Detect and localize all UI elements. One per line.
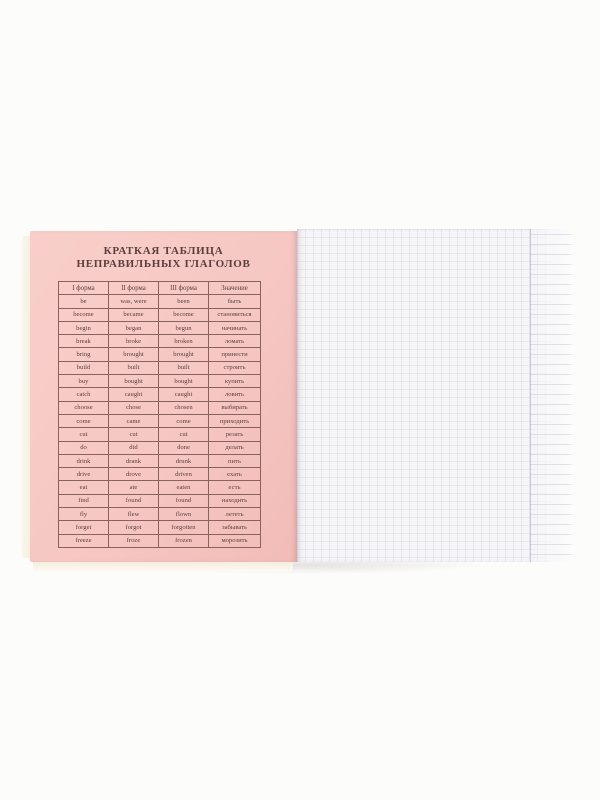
page-title-line2: НЕПРАВИЛЬНЫХ ГЛАГОЛОВ bbox=[76, 257, 251, 270]
table-cell: bought bbox=[159, 375, 209, 388]
table-cell: caught bbox=[159, 388, 209, 401]
table-cell: been bbox=[159, 295, 209, 308]
table-cell: ловить bbox=[209, 388, 261, 401]
table-cell: cut bbox=[59, 428, 109, 441]
column-header: II форма bbox=[109, 282, 159, 295]
table-row bbox=[59, 534, 261, 547]
table-cell: done bbox=[159, 441, 209, 454]
table-cell: forgot bbox=[109, 521, 159, 534]
column-header: Значение bbox=[209, 282, 261, 295]
table-cell: купить bbox=[209, 375, 261, 388]
column-header: I форма bbox=[59, 282, 109, 295]
table-row bbox=[59, 508, 261, 521]
table-cell: built bbox=[159, 361, 209, 374]
table-row bbox=[59, 295, 261, 308]
table-cell: находить bbox=[209, 494, 261, 507]
table-cell: begin bbox=[59, 321, 109, 334]
table-row bbox=[59, 308, 261, 321]
table-cell: ехать bbox=[209, 468, 261, 481]
table-cell: froze bbox=[109, 534, 159, 547]
table-cell: приходить bbox=[209, 414, 261, 427]
table-cell: резать bbox=[209, 428, 261, 441]
table-cell: choose bbox=[59, 401, 109, 414]
table-cell: flown bbox=[159, 508, 209, 521]
table-cell: chosen bbox=[159, 401, 209, 414]
table-cell: быть bbox=[209, 295, 261, 308]
table-cell: eat bbox=[59, 481, 109, 494]
irregular-verbs-table bbox=[58, 281, 261, 548]
table-cell: brought bbox=[159, 348, 209, 361]
table-row bbox=[59, 414, 261, 427]
table-cell: drink bbox=[59, 454, 109, 467]
table-cell: found bbox=[159, 494, 209, 507]
table-cell: caught bbox=[109, 388, 159, 401]
table-cell: come bbox=[159, 414, 209, 427]
table-cell: bought bbox=[109, 375, 159, 388]
table-row bbox=[59, 494, 261, 507]
table-cell: begun bbox=[159, 321, 209, 334]
table-header bbox=[59, 282, 261, 295]
table-cell: лететь bbox=[209, 508, 261, 521]
column-header: III форма bbox=[159, 282, 209, 295]
table-header-row bbox=[59, 282, 261, 295]
table-cell: drank bbox=[109, 454, 159, 467]
table-body bbox=[59, 295, 261, 548]
table-cell: found bbox=[109, 494, 159, 507]
table-cell: есть bbox=[209, 481, 261, 494]
table-row bbox=[59, 401, 261, 414]
table-cell: становиться bbox=[209, 308, 261, 321]
table-cell: cut bbox=[109, 428, 159, 441]
table-row bbox=[59, 428, 261, 441]
table-cell: ломать bbox=[209, 335, 261, 348]
table-cell: do bbox=[59, 441, 109, 454]
table-cell: пить bbox=[209, 454, 261, 467]
table-cell: became bbox=[109, 308, 159, 321]
table-cell: fly bbox=[59, 508, 109, 521]
table-cell: find bbox=[59, 494, 109, 507]
table-cell: начинать bbox=[209, 321, 261, 334]
table-row bbox=[59, 441, 261, 454]
table-cell: broken bbox=[159, 335, 209, 348]
table-cell: broke bbox=[109, 335, 159, 348]
table-cell: flew bbox=[109, 508, 159, 521]
table-cell: came bbox=[109, 414, 159, 427]
table-cell: brought bbox=[109, 348, 159, 361]
table-cell: break bbox=[59, 335, 109, 348]
table-cell: buy bbox=[59, 375, 109, 388]
table-cell: build bbox=[59, 361, 109, 374]
table-cell: began bbox=[109, 321, 159, 334]
table-cell: drunk bbox=[159, 454, 209, 467]
table-cell: bring bbox=[59, 348, 109, 361]
page-title bbox=[30, 245, 297, 270]
table-cell: driven bbox=[159, 468, 209, 481]
table-row bbox=[59, 361, 261, 374]
right-squared-page bbox=[297, 229, 575, 562]
table-row bbox=[59, 335, 261, 348]
table-row bbox=[59, 348, 261, 361]
table-cell: принести bbox=[209, 348, 261, 361]
table-cell: ate bbox=[109, 481, 159, 494]
table-cell: строить bbox=[209, 361, 261, 374]
table-row bbox=[59, 454, 261, 467]
table-row bbox=[59, 521, 261, 534]
table-row bbox=[59, 468, 261, 481]
table-cell: eaten bbox=[159, 481, 209, 494]
table-cell: forget bbox=[59, 521, 109, 534]
table-cell: forgotten bbox=[159, 521, 209, 534]
table-cell: built bbox=[109, 361, 159, 374]
table-cell: freeze bbox=[59, 534, 109, 547]
table-cell: be bbox=[59, 295, 109, 308]
page-curl-fade bbox=[568, 229, 575, 562]
table-row bbox=[59, 388, 261, 401]
page-title-line1: КРАТКАЯ ТАБЛИЦА bbox=[103, 245, 224, 257]
table-cell: забывать bbox=[209, 521, 261, 534]
table-cell: chose bbox=[109, 401, 159, 414]
table-cell: выбирать bbox=[209, 401, 261, 414]
table-cell: морозить bbox=[209, 534, 261, 547]
table-cell: become bbox=[159, 308, 209, 321]
table-cell: drove bbox=[109, 468, 159, 481]
table-cell: come bbox=[59, 414, 109, 427]
table-row bbox=[59, 375, 261, 388]
table-cell: drive bbox=[59, 468, 109, 481]
table-cell: become bbox=[59, 308, 109, 321]
table-row bbox=[59, 321, 261, 334]
table-cell: frozen bbox=[159, 534, 209, 547]
table-cell: catch bbox=[59, 388, 109, 401]
table-cell: делать bbox=[209, 441, 261, 454]
table-cell: was, were bbox=[109, 295, 159, 308]
table-row bbox=[59, 481, 261, 494]
left-pink-page bbox=[30, 231, 297, 562]
table-cell: cut bbox=[159, 428, 209, 441]
table-cell: did bbox=[109, 441, 159, 454]
